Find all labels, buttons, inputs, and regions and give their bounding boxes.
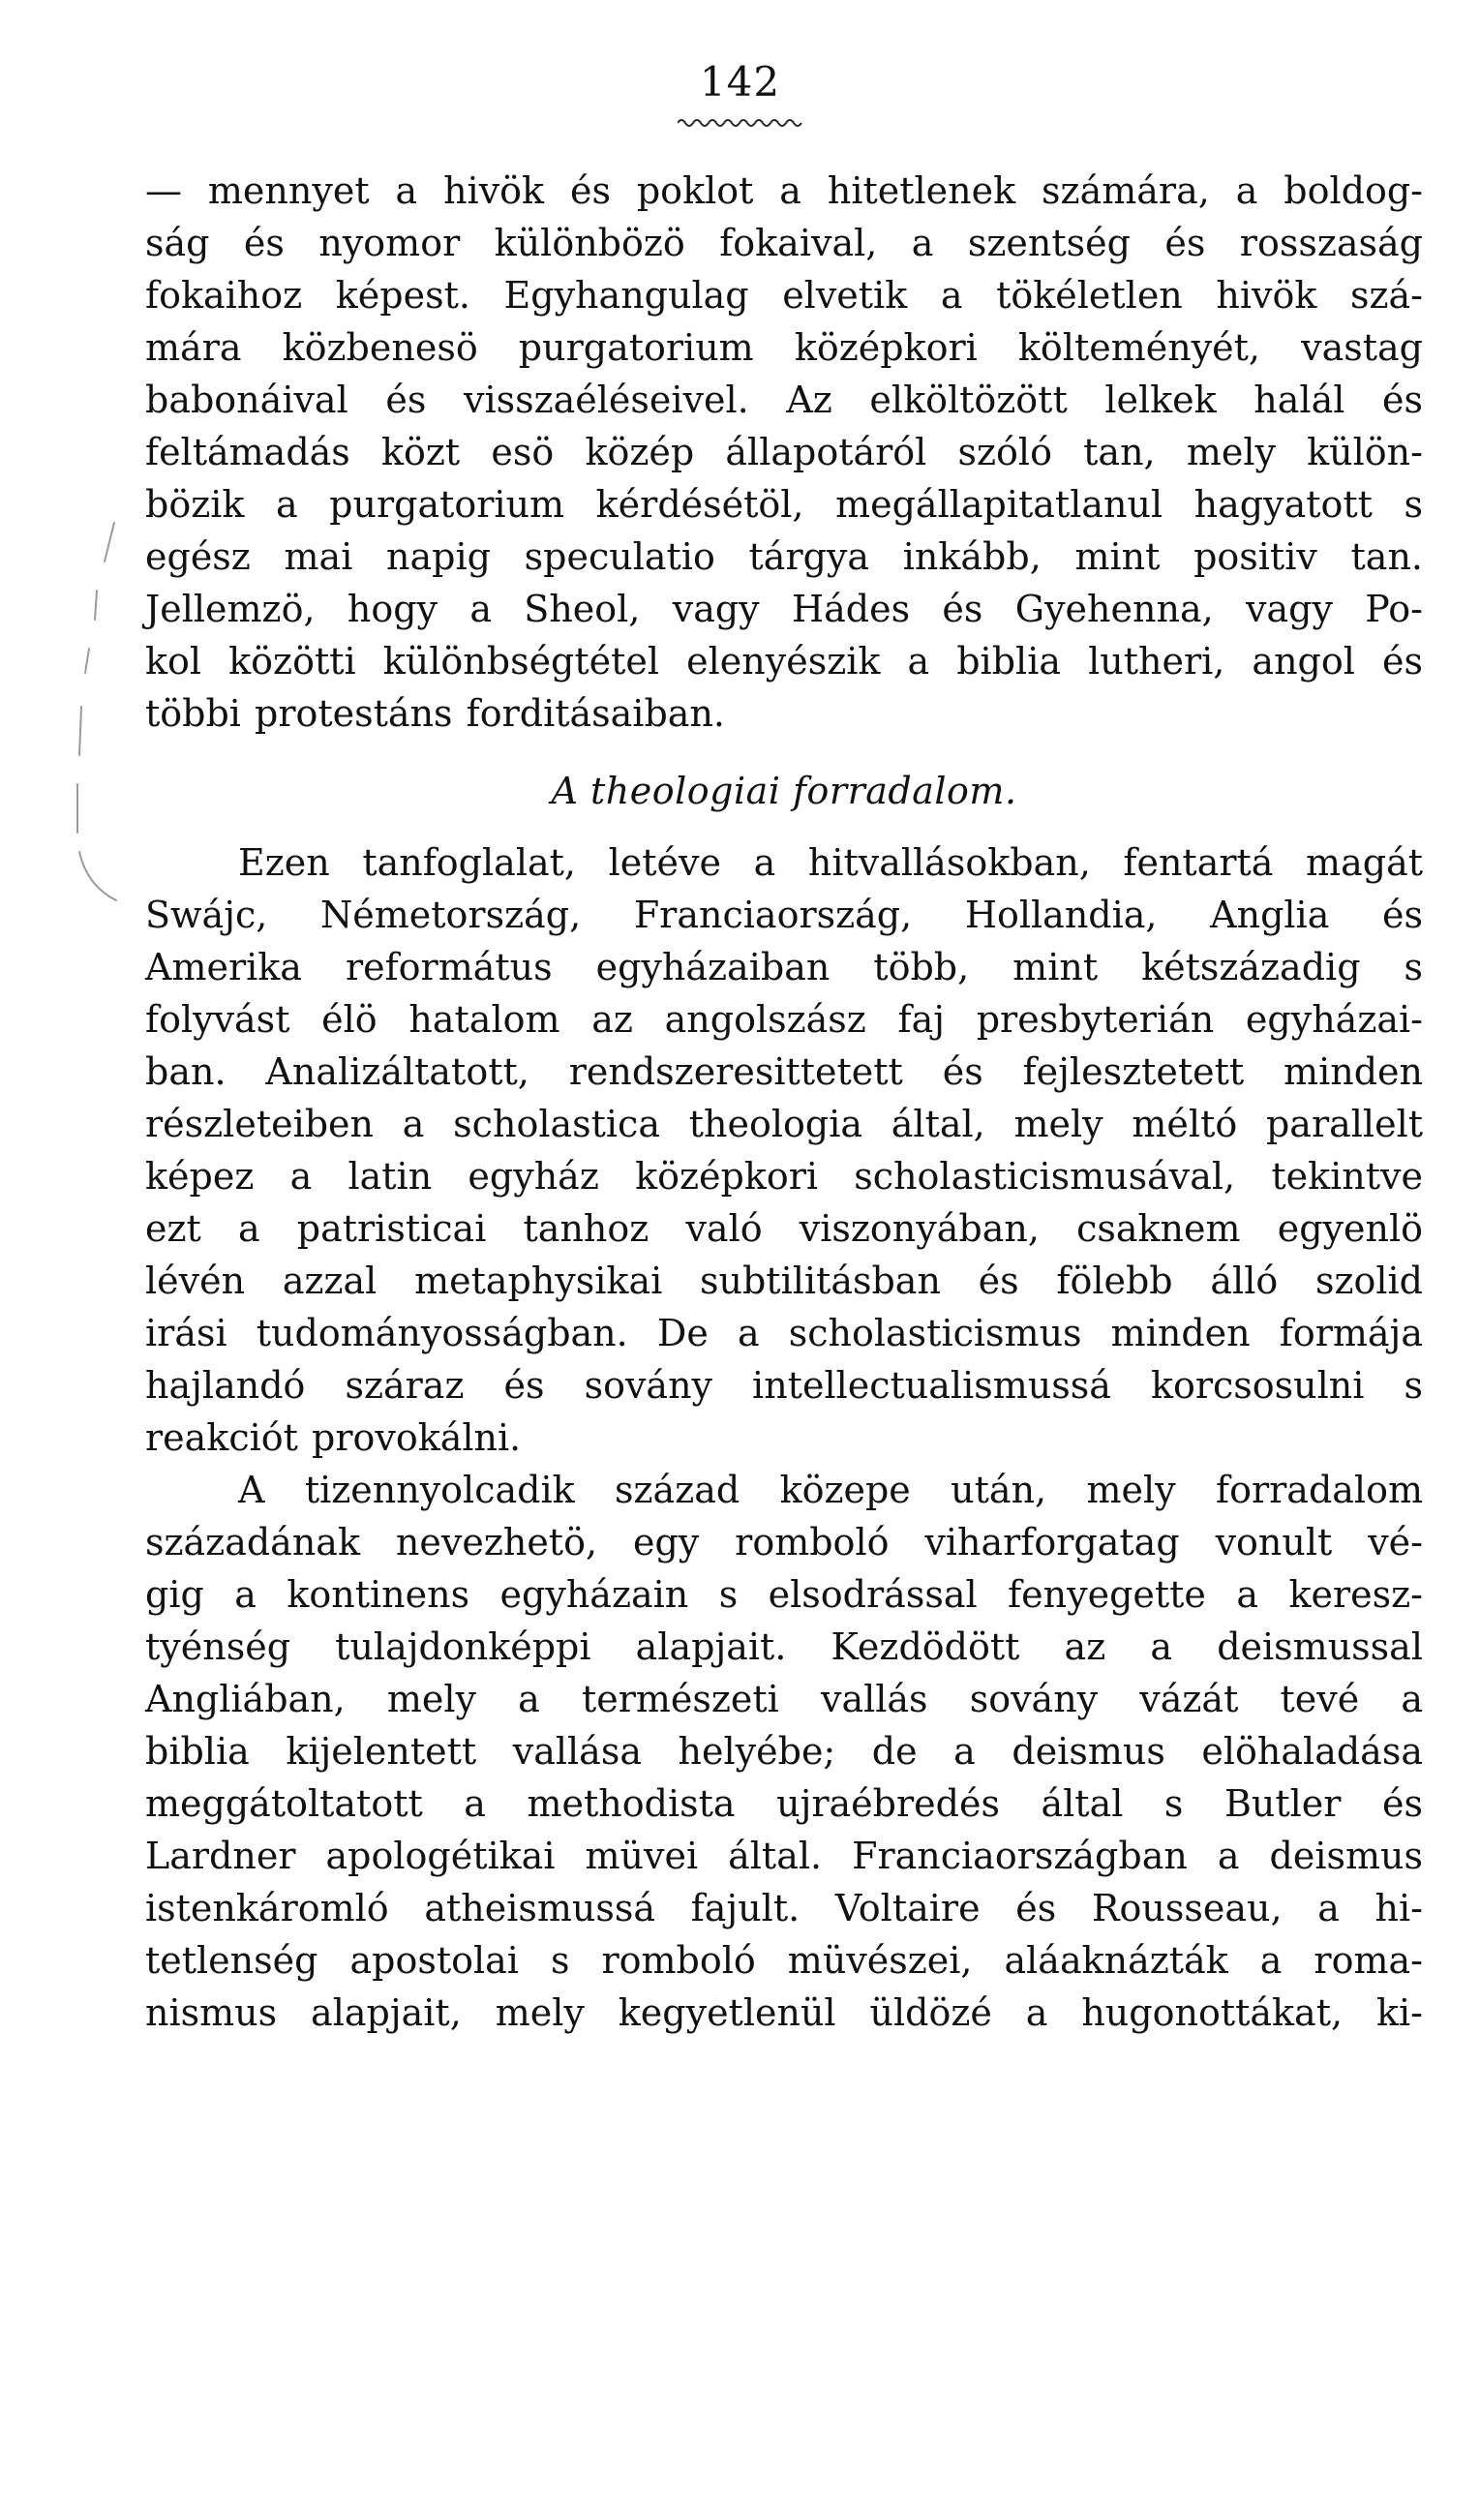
text-line: részleteiben a scholastica theologia által, mely méltó parallelt (145, 1103, 1423, 1145)
text-line: bözik a purgatorium kérdésétöl, megállapitatlanul hagyatott s (145, 483, 1423, 526)
text-block (145, 165, 1423, 2039)
text-line: Jellemzö, hogy a Sheol, vagy Hádes és Gyehenna, vagy Po- (145, 588, 1423, 630)
text-line: képez a latin egyház középkori scholasticismusával, tekintve (145, 1155, 1423, 1198)
text-line: egész mai napig speculatio tárgya inkább, mint positiv tan. (145, 535, 1423, 578)
text-line: Lardner apologétikai müvei által. Franciaországban a deismus (145, 1835, 1423, 1877)
margin-pencil-mark (68, 503, 126, 910)
paragraph-3 (145, 1464, 1423, 2039)
text-line: Ezen tanfoglalat, letéve a hitvallásokban, fentartá magát (238, 841, 1423, 884)
text-line: feltámadás közt esö közép állapotáról szóló tan, mely külön- (145, 431, 1423, 473)
text-line: meggátoltatott a methodista ujraébredés által s Butler és (145, 1782, 1423, 1825)
text-line: századának nevezhetö, egy romboló viharforgatag vonult vé- (145, 1521, 1423, 1564)
text-line: fokaihoz képest. Egyhangulag elvetik a tökéletlen hivök szá- (145, 274, 1423, 317)
text-line: ban. Analizáltatott, rendszeresittetett és fejlesztetett minden (145, 1050, 1423, 1093)
text-line: gig a kontinens egyházain s elsodrással fenyegette a keresz- (145, 1573, 1423, 1616)
paragraph-2 (145, 836, 1423, 1464)
text-line: lévén azzal metaphysikai subtilitásban és fölebb álló szolid (145, 1260, 1423, 1302)
text-line: Swájc, Németország, Franciaország, Hollandia, Anglia és (145, 894, 1423, 936)
text-line: A tizennyolcadik század közepe után, mely forradalom (238, 1469, 1423, 1511)
text-line: — mennyet a hivök és poklot a hitetlenek számára, a boldog- (145, 169, 1423, 212)
text-line: hajlandó száraz és sovány intellectualismussá korcsosulni s (145, 1364, 1423, 1407)
text-line: kol közötti különbségtétel elenyészik a biblia lutheri, angol és (145, 640, 1423, 683)
page-number: 142 (699, 58, 781, 106)
text-line: ezt a patristicai tanhoz való viszonyában, csaknem egyenlö (145, 1207, 1423, 1250)
text-line: folyvást élö hatalom az angolszász faj presbyterián egyházai- (145, 998, 1423, 1041)
text-line: Angliában, mely a természeti vallás sovány vázát tevé a (145, 1678, 1423, 1720)
paragraph-1 (145, 165, 1423, 740)
text-line: tyénség tulajdonképpi alapjait. Kezdödött az a deismussal (145, 1625, 1423, 1668)
text-line: ság és nyomor különbözö fokaival, a szentség és rosszaság (145, 222, 1423, 264)
page-number-ornament (678, 116, 803, 130)
text-line: reakciót provokálni. (145, 1416, 522, 1459)
text-line: Amerika református egyházaiban több, mint kétszázadig s (145, 946, 1423, 988)
text-line: tetlenség apostolai s romboló müvészei, aláaknázták a roma- (145, 1939, 1423, 1982)
text-line: irási tudományosságban. De a scholasticismus minden formája (145, 1312, 1423, 1354)
section-heading: A theologiai forradalom. (551, 770, 1017, 812)
text-line: biblia kijelentett vallása helyébe; de a deismus elöhaladása (145, 1730, 1423, 1773)
text-line: nismus alapjait, mely kegyetlenül üldözé a hugonottákat, ki- (145, 1991, 1423, 2034)
text-line: babonáival és visszaéléseivel. Az elköltözött lelkek halál és (145, 379, 1423, 421)
text-line: mára közbenesö purgatorium középkori költeményét, vastag (145, 326, 1423, 369)
text-line: istenkáromló atheismussá fajult. Voltaire és Rousseau, a hi- (145, 1887, 1423, 1929)
text-line: többi protestáns forditásaiban. (145, 692, 725, 735)
